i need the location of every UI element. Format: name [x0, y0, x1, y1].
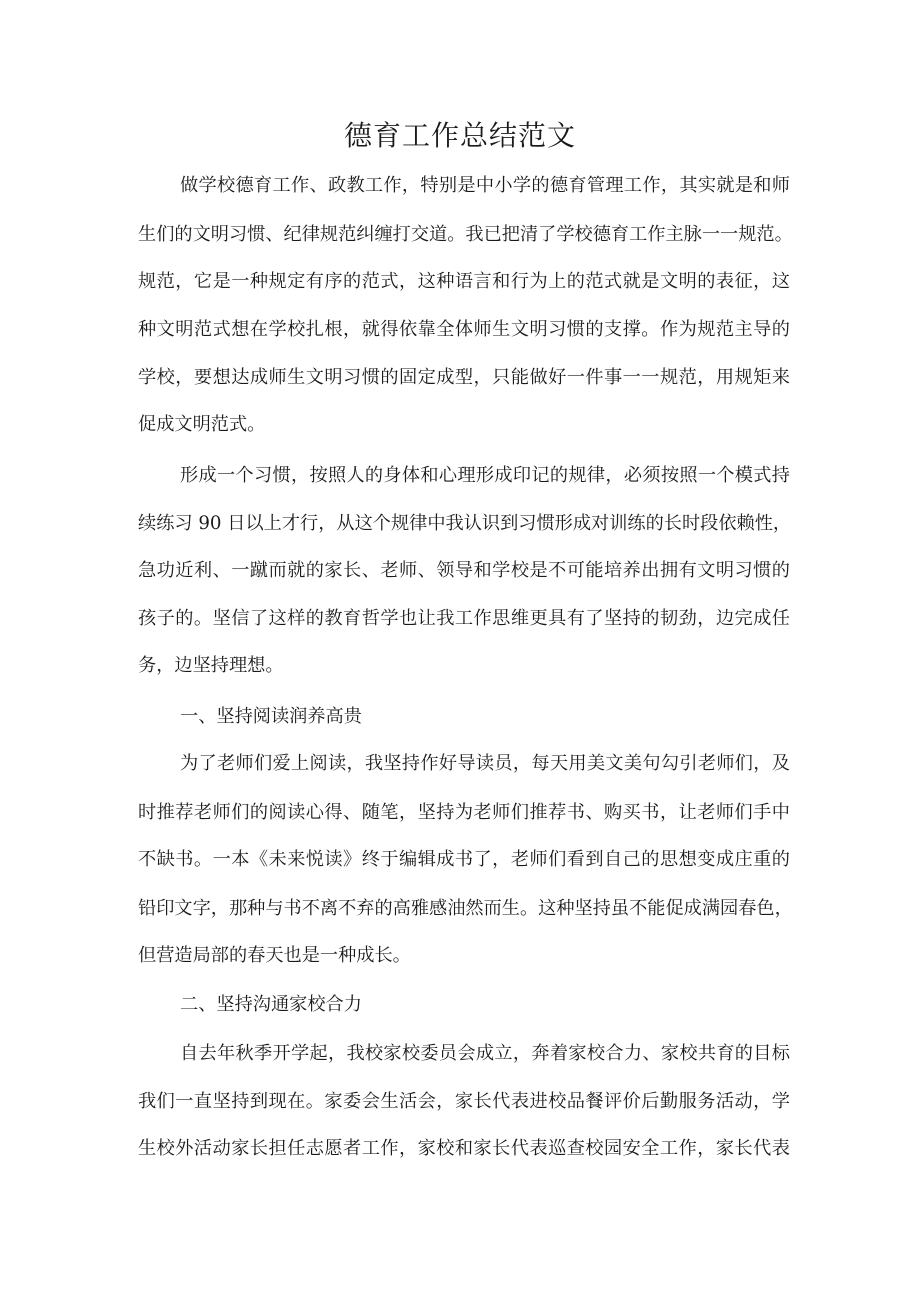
paragraph-line: 做学校德育工作、政教工作，特别是中小学的德育管理工作，其实就是和师 [180, 175, 790, 196]
paragraph-line: 我们一直坚持到现在。家委会生活会，家长代表进校品餐评价后勤服务活动，学 [138, 1091, 790, 1112]
paragraph-line: 不缺书。一本《未来悦读》终于编辑成书了，老师们看到自己的思想变成庄重的 [138, 849, 790, 870]
paragraph-line: 但营造局部的春天也是一种成长。 [138, 945, 411, 966]
paragraph-line: 时推荐老师们的阅读心得、随笔，坚持为老师们推荐书、购买书，让老师们手中 [138, 802, 790, 823]
paragraph-line: 铅印文字，那种与书不离不弃的高雅感油然而生。这种坚持虽不能促成满园春色， [138, 898, 793, 919]
paragraph-line: 生校外活动家长担任志愿者工作，家校和家长代表巡查校园安全工作，家长代表 [138, 1138, 790, 1159]
paragraph-line: 学校，要想达成师生文明习惯的固定成型，只能做好一件事一一规范，用规矩来 [138, 367, 790, 388]
document-title: 德育工作总结范文 [343, 119, 576, 152]
paragraph-line: 急功近利、一蹴而就的家长、老师、领导和学校是不可能培养出拥有文明习惯的 [138, 560, 790, 581]
paragraph-line: 生们的文明习惯、纪律规范纠缠打交道。我已把清了学校德育工作主脉一一规范。 [138, 224, 793, 245]
paragraph-line: 规范，它是一种规定有序的范式，这种语言和行为上的范式就是文明的表征，这 [138, 271, 790, 292]
paragraph-line: 为了老师们爱上阅读，我坚持作好导读员，每天用美文美句勾引老师们，及 [180, 753, 790, 774]
paragraph-line: 自去年秋季开学起，我校家校委员会成立，奔着家校合力、家校共育的目标 [180, 1043, 790, 1064]
section-heading: 二、坚持沟通家校合力 [180, 994, 362, 1015]
section-heading: 一、坚持阅读润养高贵 [180, 706, 362, 727]
paragraph-line: 形成一个习惯，按照人的身体和心理形成印记的规律，必须按照一个模式持 [180, 465, 790, 486]
paragraph-line: 孩子的。坚信了这样的教育哲学也让我工作思维更具有了坚持的韧劲，边完成任 [138, 608, 790, 629]
paragraph-line: 促成文明范式。 [138, 414, 266, 435]
paragraph-line: 续练习 90 日以上才行，从这个规律中我认识到习惯形成对训练的长时段依赖性， [138, 513, 792, 534]
paragraph-line: 务，边坚持理想。 [138, 655, 284, 676]
paragraph-line: 种文明范式想在学校扎根，就得依靠全体师生文明习惯的支撑。作为规范主导的 [138, 319, 790, 340]
